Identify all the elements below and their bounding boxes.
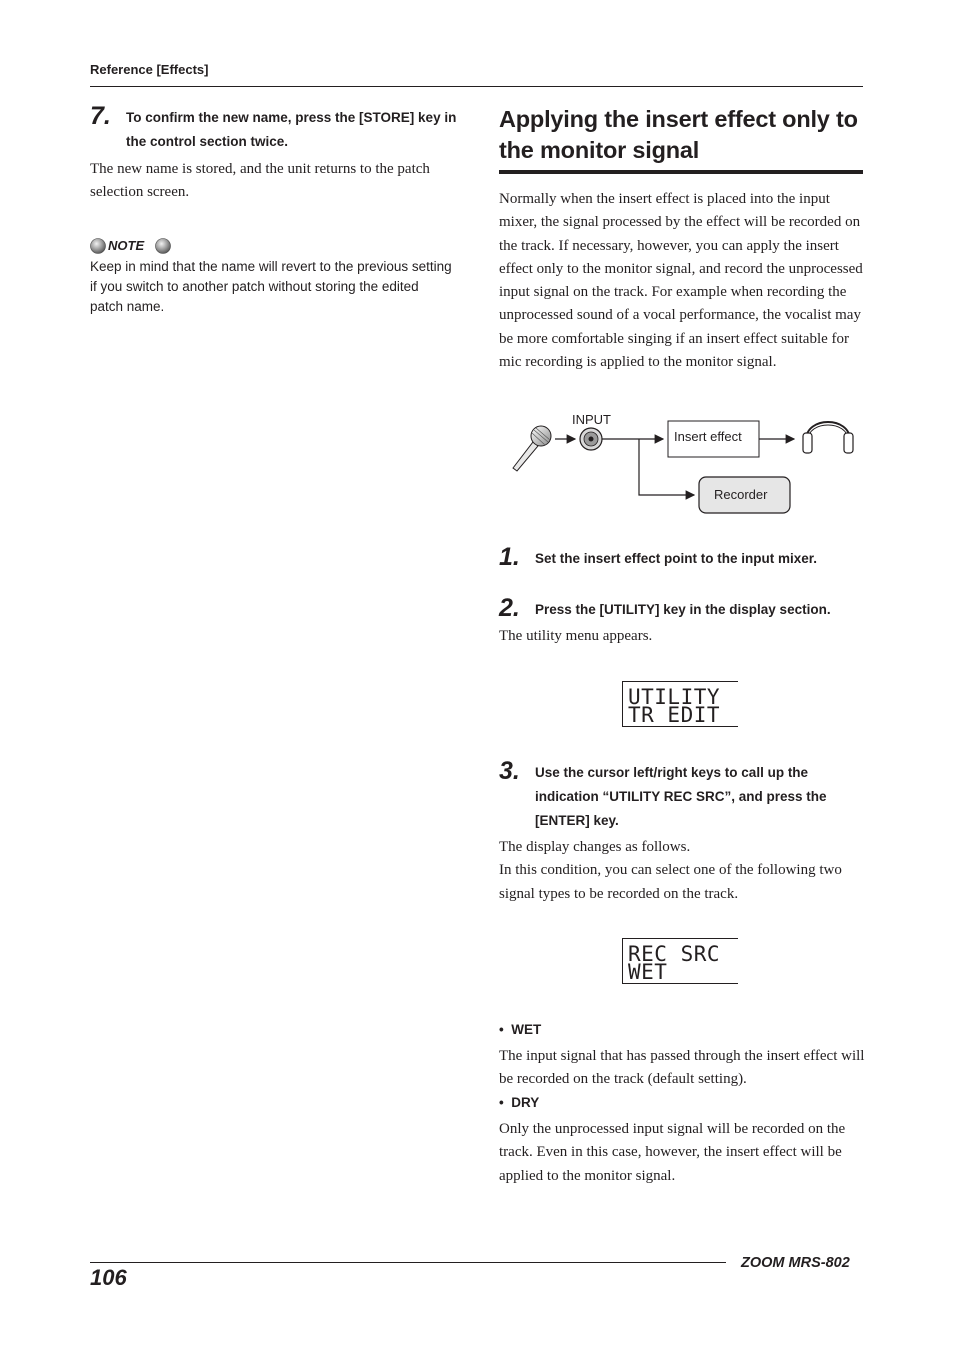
microphone-icon [513,426,551,471]
step-1-number: 1. [499,543,520,571]
step-7-result-1: The new name is stored, and the unit returns to the patch [90,161,430,177]
wet-line-1: The input signal that has passed through the insert effect will [499,1048,865,1064]
product-name: ZOOM MRS-802 [741,1255,850,1271]
wet-option-heading [499,1022,541,1037]
diagram-input-label: INPUT [572,412,611,427]
dry-label: DRY [511,1095,540,1110]
step-3-result-line-1: The display changes as follows. [499,839,691,855]
intro-line-8: mic recording is applied to the monitor signal. [499,354,777,371]
step-2-result: The utility menu appears. [499,628,653,644]
bullet-dot-icon: • [499,1022,504,1037]
input-jack-icon [580,428,602,450]
step-3-result-line-3: signal types to be recorded on the track. [499,885,739,902]
step-7-line-2: the control section twice. [126,134,289,149]
lcd-2-line-1: REC SRC [628,942,721,966]
intro-line-5: input signal on the track. For example when recording the [499,284,847,301]
step-3-result [499,836,869,906]
dry-line-3: applied to the monitor signal. [499,1167,676,1184]
signal-flow-diagram [499,400,859,520]
intro-line-3: the track. If necessary, however, you can apply the insert [499,237,839,254]
step-3-result-line-2: In this condition, you can select one of the following two [499,862,842,879]
step-3-number: 3. [499,757,520,785]
section-title-rule [499,170,863,174]
intro-paragraph [499,188,869,374]
note-badge [90,237,174,255]
wet-label: WET [511,1022,542,1037]
section-title-line-1: Applying the insert effect only to [499,106,858,132]
running-header: Reference [Effects] [90,62,209,77]
bullet-dot-icon: • [499,1095,504,1110]
footer-rule [90,1262,726,1263]
wet-description [499,1045,869,1092]
lcd-2-line-2: WET [628,960,668,984]
intro-line-1: Normally when the insert effect is placed into the input [499,191,830,207]
note-line-2: if you switch to another patch without storing the edited [90,279,419,294]
step-3-line-2: indication “UTILITY REC SRC”, and press the [535,789,827,804]
note-line-1: Keep in mind that the name will revert to the previous setting [90,259,452,274]
diagram-insert-effect-label: Insert effect [674,429,742,444]
step-3-line-3: [ENTER] key. [535,813,619,828]
intro-line-6: unprocessed sound of a vocal performance, the vocalist may [499,307,861,324]
section-title [499,104,869,166]
step-7-line-1: To confirm the new name, press the [STORE] key in [126,110,457,125]
step-3-line-1: Use the cursor left/right keys to call up the [535,765,809,780]
lcd-1-line-2: TR EDIT [628,703,721,727]
note-line-3: patch name. [90,299,165,314]
header-rule [90,86,863,87]
dry-description [499,1118,869,1188]
section-title-line-2: the monitor signal [499,137,700,163]
step-7-number: 7. [90,102,111,130]
step-2-number: 2. [499,594,520,622]
step-1-text: Set the insert effect point to the input mixer. [535,551,818,566]
dry-line-1: Only the unprocessed input signal will be recorded on the [499,1121,846,1137]
headphones-icon [803,422,853,453]
step-2-text: Press the [UTILITY] key in the display section. [535,602,831,617]
intro-line-2: mixer, the signal processed by the effect will be recorded on [499,214,861,231]
note-label: NOTE [108,238,145,253]
diagram-recorder-label: Recorder [714,487,768,502]
lcd-1-line-1: UTILITY [628,685,721,709]
intro-line-4: effect only to the monitor signal, and record the unprocessed [499,260,863,277]
wet-line-2: be recorded on the track (default setting). [499,1071,747,1088]
page-number: 106 [90,1265,127,1290]
signal-flow-graphic [499,400,859,520]
step-7-result-2: selection screen. [90,184,190,200]
intro-line-7: be more comfortable singing if an insert effect suitable for [499,330,850,347]
dry-line-2: track. Even in this case, however, the insert effect will be [499,1144,842,1161]
dry-option-heading [499,1095,539,1110]
